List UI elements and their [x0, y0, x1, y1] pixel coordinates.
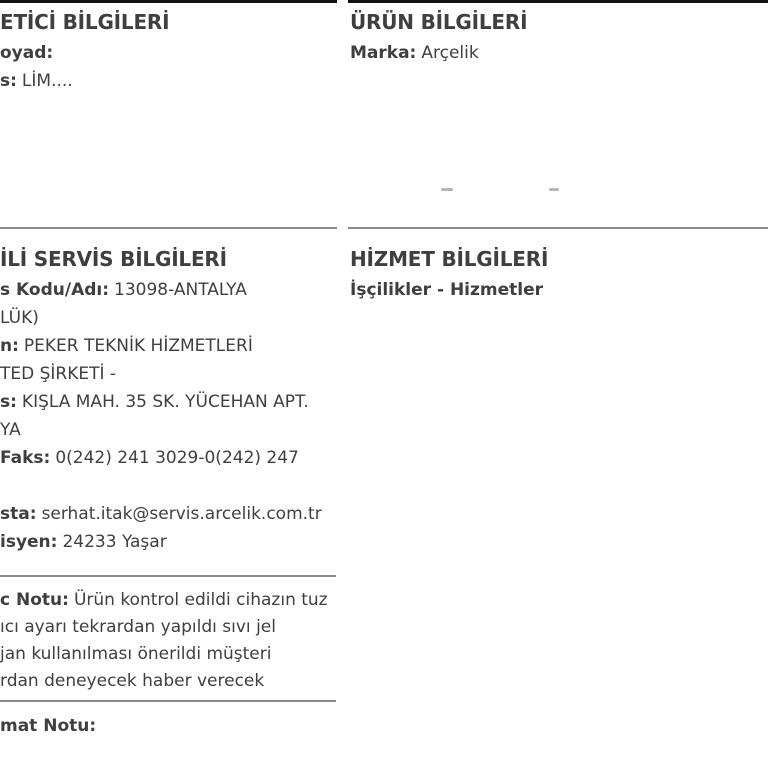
product-info-title: ÜRÜN BİLGİLERİ — [350, 10, 528, 34]
service-email-field — [0, 500, 322, 528]
result-note-line2: ıcı ayarı tekrardan yapıldı sıvı jel — [0, 617, 276, 637]
top-border-left — [0, 0, 337, 3]
service-address-label: s: — [0, 392, 17, 412]
consumer-info-title: ETİCİ BİLGİLERİ — [0, 10, 170, 34]
section-divider-right — [348, 227, 768, 229]
service-code-label: s Kodu/Adı: — [0, 280, 110, 300]
result-note-label: c Notu: — [0, 590, 69, 610]
section-divider-left — [0, 227, 337, 229]
service-code-value: 13098-ANTALYA — [114, 280, 247, 300]
note-divider-bottom — [0, 700, 336, 702]
faint-dash-left — [441, 188, 453, 191]
service-technician-value: 24233 Yaşar — [62, 532, 167, 552]
service-info-title: İLİ SERVİS BİLGİLERİ — [0, 247, 227, 271]
result-note-line3: jan kullanılması önerildi müşteri — [0, 644, 272, 664]
service-email-value: serhat.itak@servis.arcelik.com.tr — [41, 504, 322, 524]
note-divider-top — [0, 575, 336, 577]
service-phone-field — [0, 444, 299, 472]
consumer-address-value: LİM.... — [21, 71, 73, 91]
service-code-wrap: LÜK) — [0, 308, 39, 328]
service-company-value: PEKER TEKNİK HİZMETLERİ — [23, 336, 253, 356]
hizmet-info-title: HİZMET BİLGİLERİ — [350, 247, 549, 271]
service-phone-value: 0(242) 241 3029-0(242) 247 — [55, 448, 299, 468]
result-note-line4: rdan deneyecek haber verecek — [0, 671, 265, 691]
top-border-right — [348, 0, 768, 3]
service-code-field — [0, 276, 247, 304]
service-email-label: sta: — [0, 504, 37, 524]
product-brand-value: Arçelik — [421, 43, 479, 63]
service-address-field — [0, 388, 309, 416]
product-brand-label: Marka: — [350, 43, 417, 63]
service-address-value: KIŞLA MAH. 35 SK. YÜCEHAN APT. — [21, 392, 309, 412]
service-address-wrap: YA — [0, 420, 21, 440]
faint-dash-right — [549, 188, 559, 191]
result-note-line1: Ürün kontrol edildi cihazın tuz — [73, 590, 328, 610]
service-note-label: mat Notu: — [0, 716, 97, 736]
service-note-field — [0, 712, 96, 740]
service-company-label: n: — [0, 336, 19, 356]
consumer-address-label: s: — [0, 71, 17, 91]
service-company-field — [0, 332, 253, 360]
service-technician-field — [0, 528, 167, 556]
service-phone-label: Faks: — [0, 448, 51, 468]
product-brand-field — [350, 39, 479, 67]
hizmet-info-subtitle: İşçilikler - Hizmetler — [350, 280, 544, 300]
service-technician-label: isyen: — [0, 532, 58, 552]
consumer-name-label: oyad: — [0, 43, 54, 63]
consumer-name-field — [0, 39, 53, 67]
consumer-address-field — [0, 67, 73, 95]
service-company-wrap: TED ŞİRKETİ - — [0, 364, 117, 384]
result-note-field — [0, 586, 328, 614]
